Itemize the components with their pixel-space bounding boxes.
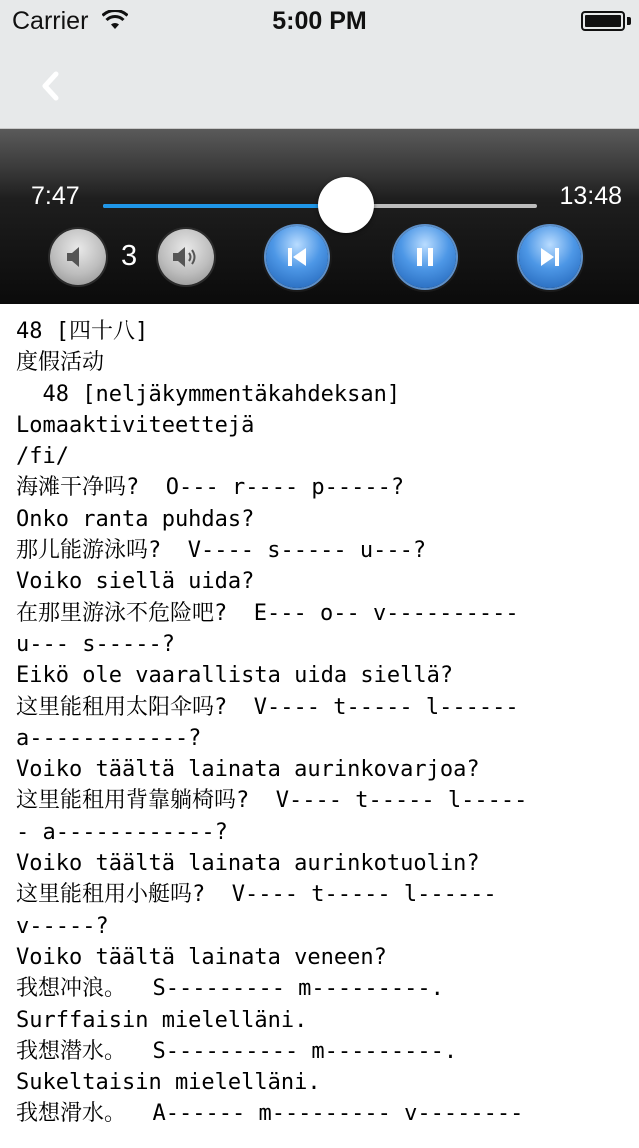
next-button[interactable] <box>519 226 581 288</box>
text-line: Lomaaktiviteettejä <box>16 412 255 438</box>
text-line: Voiko täältä lainata aurinkovarjoa? <box>16 757 480 783</box>
status-time: 5:00 PM <box>272 7 367 35</box>
pause-icon <box>409 241 441 273</box>
text-line: 这里能租用背靠躺椅吗? V---- t----- l----- <box>16 788 528 814</box>
text-line: Voiko täältä lainata aurinkotuolin? <box>16 851 480 877</box>
previous-button[interactable] <box>266 226 328 288</box>
speaker-low-icon <box>64 245 92 269</box>
carrier-label: Carrier <box>12 7 89 35</box>
text-line: 这里能租用太阳伞吗? V---- t----- l------ <box>16 694 519 720</box>
battery-tip <box>627 17 631 25</box>
text-line: Voiko siellä uida? <box>16 569 255 595</box>
text-line: - a------------? <box>16 819 228 845</box>
text-line: 那儿能游泳吗? V---- s----- u---? <box>16 538 427 564</box>
skip-back-icon <box>281 241 313 273</box>
back-chevron-icon[interactable] <box>32 66 72 106</box>
text-line: 48 [neljäkymmentäkahdeksan] <box>16 381 401 407</box>
text-line: 度假活动 <box>16 350 105 376</box>
volume-down-button[interactable] <box>50 229 106 285</box>
text-line: v-----? <box>16 913 109 939</box>
text-line: /fi/ <box>16 444 69 470</box>
text-line: 这里能租用小艇吗? V---- t----- l------ <box>16 882 497 908</box>
text-line: 我想潜水。 S---------- m---------. <box>16 1038 458 1064</box>
progress-thumb[interactable] <box>318 177 374 233</box>
text-line: 我想冲浪。 S--------- m---------. <box>16 976 444 1002</box>
pause-button[interactable] <box>394 226 456 288</box>
volume-up-button[interactable] <box>158 229 214 285</box>
lesson-text <box>16 304 631 1148</box>
text-line: 海滩干净吗? O--- r---- p-----? <box>16 475 405 501</box>
navigation-bar <box>0 42 639 129</box>
elapsed-time: 7:47 <box>31 182 80 210</box>
status-bar <box>0 0 639 42</box>
text-line: Onko ranta puhdas? <box>16 506 255 532</box>
text-line: 48 [四十八] <box>16 319 149 344</box>
text-line: Sukeltaisin mielelläni. <box>16 1070 321 1096</box>
volume-level: 3 <box>121 240 138 272</box>
text-line: 我想滑水。 A------ m--------- v-------- <box>16 1101 524 1127</box>
total-time: 13:48 <box>559 182 622 210</box>
text-line: Voiko täältä lainata veneen? <box>16 944 387 970</box>
text-line: Eikö ole vaarallista uida siellä? <box>16 663 454 689</box>
speaker-high-icon <box>172 245 200 269</box>
battery-icon <box>581 11 625 31</box>
skip-forward-icon <box>534 241 566 273</box>
text-line: a------------? <box>16 725 202 751</box>
progress-fill <box>103 204 346 208</box>
text-line: u--- s-----? <box>16 631 175 657</box>
text-line: Surffaisin mielelläni. <box>16 1007 308 1033</box>
text-line: 在那里游泳不危险吧? E--- o-- v---------- <box>16 600 519 626</box>
audio-player <box>0 129 639 304</box>
